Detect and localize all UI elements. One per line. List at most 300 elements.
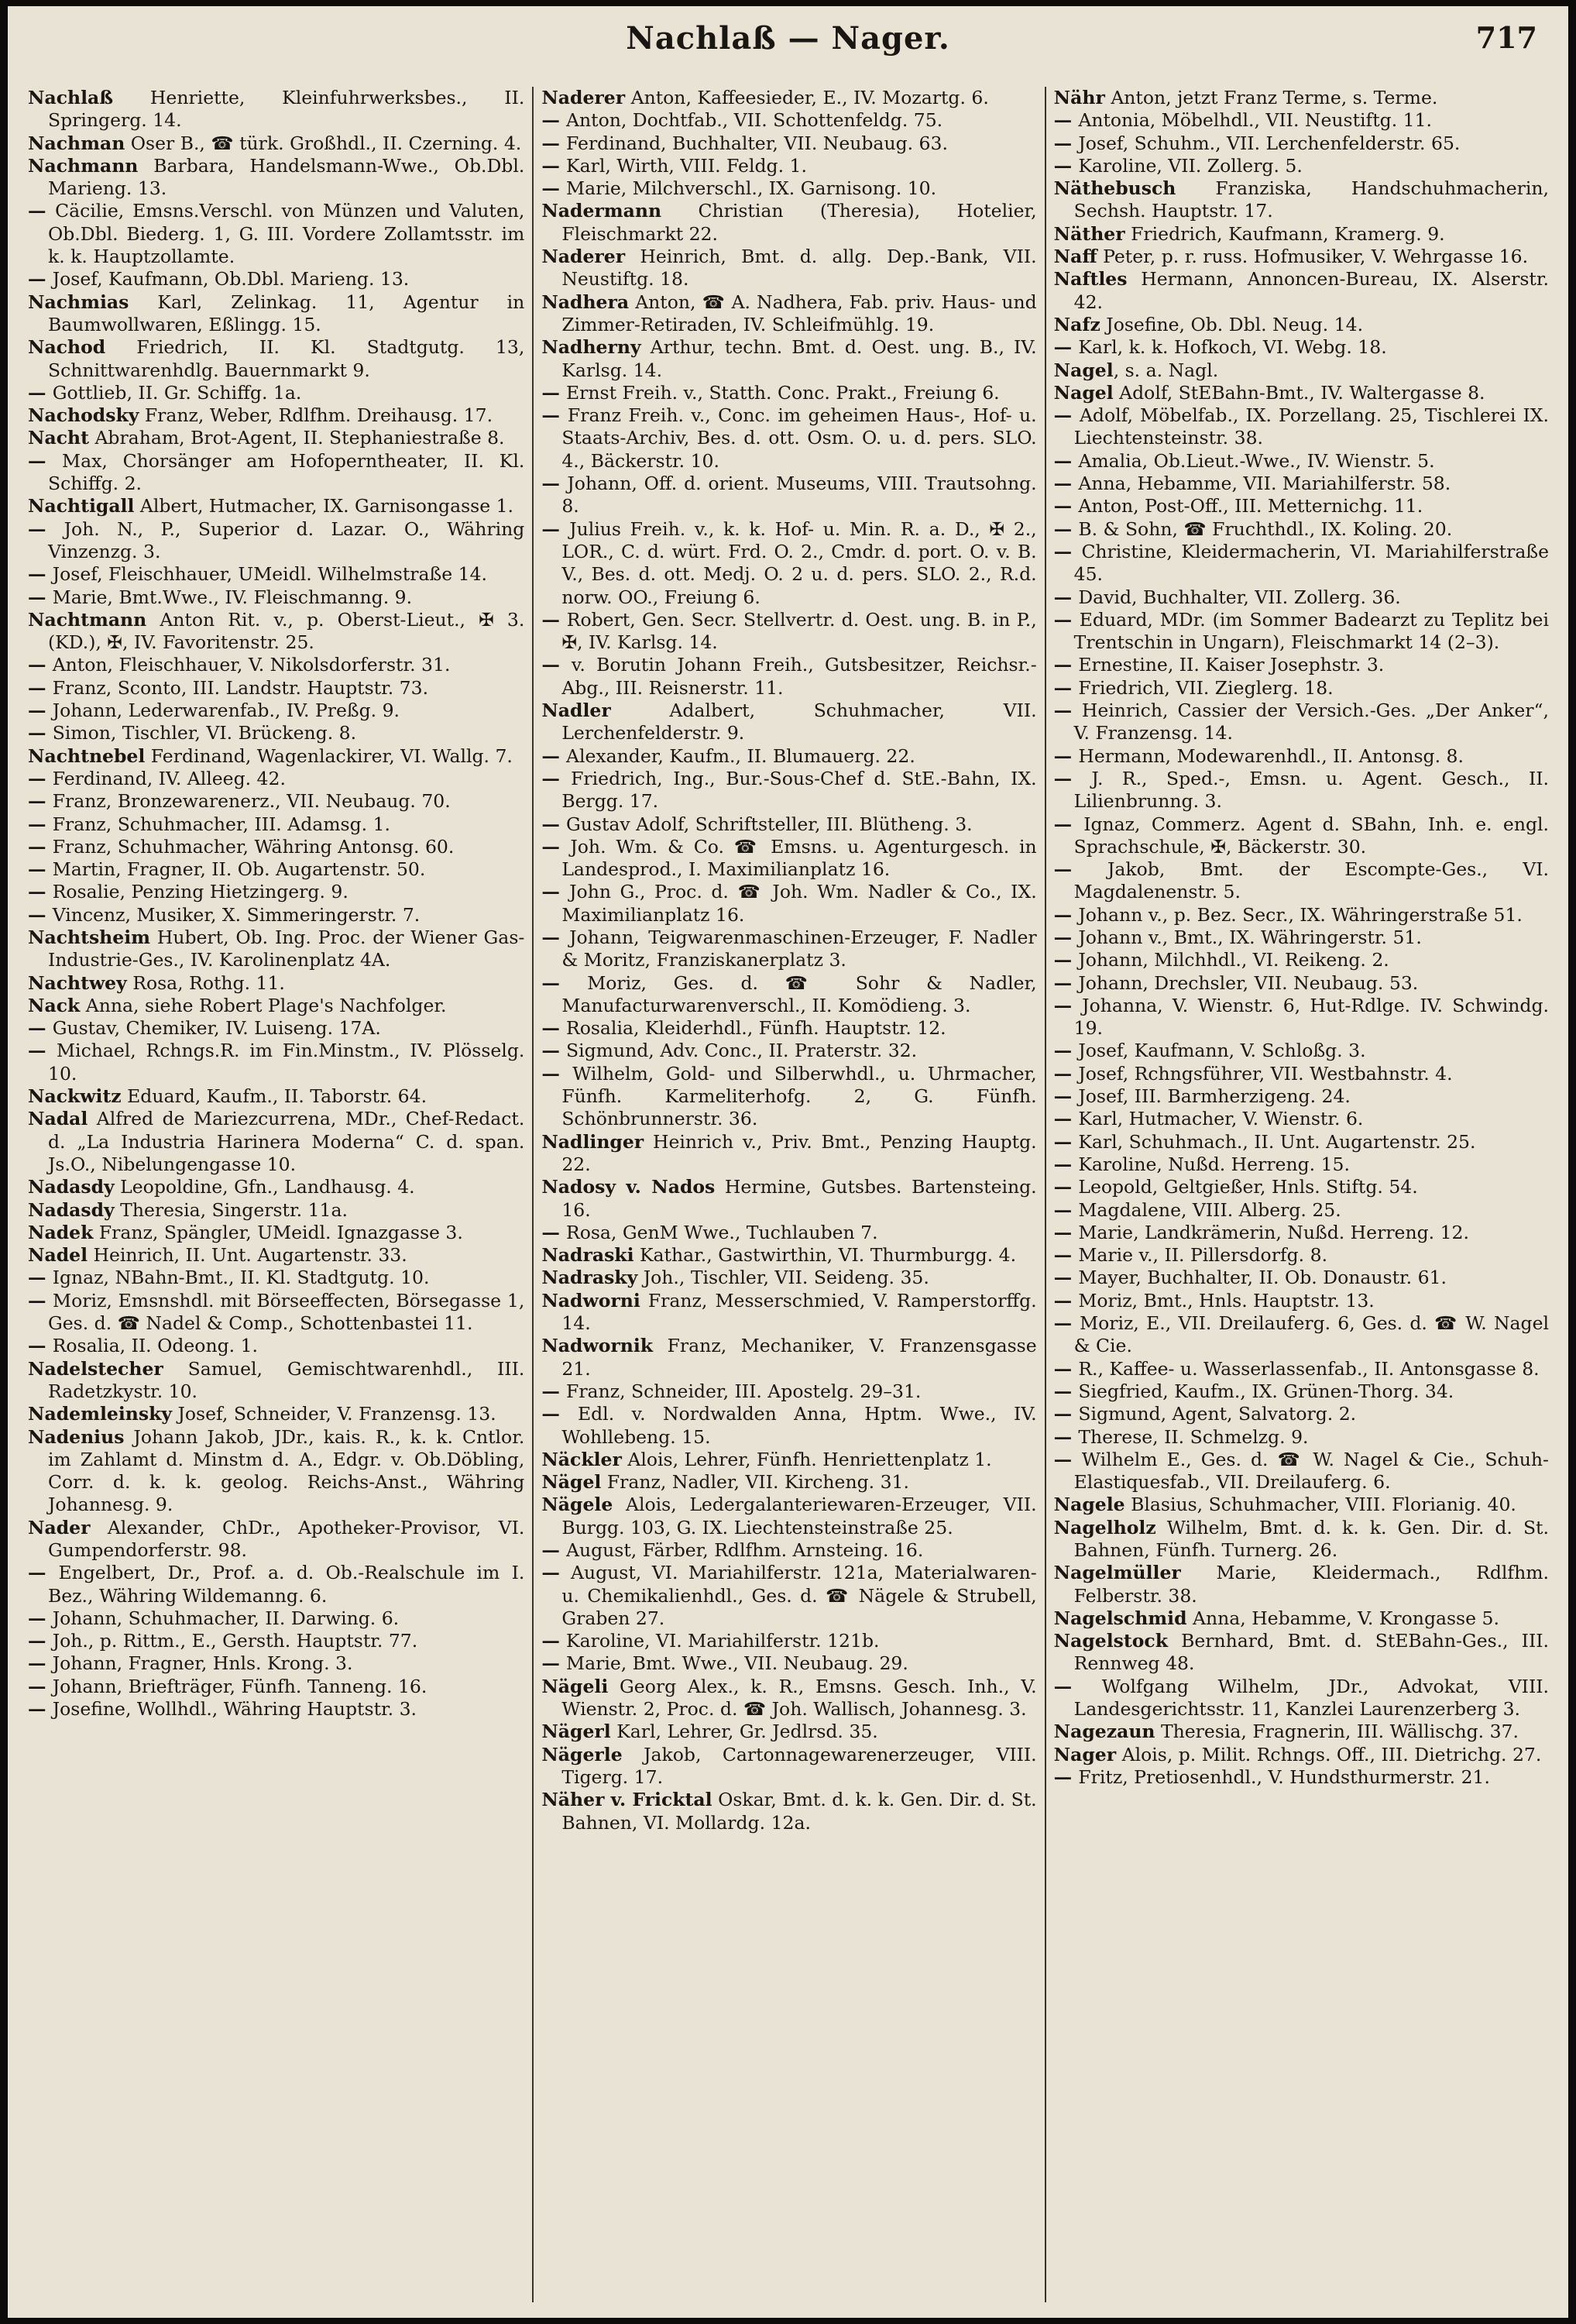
entry-surname: Nackwitz [28, 1085, 122, 1108]
entry-surname: Nägeli [541, 1675, 609, 1697]
entry-details: Bernhard, Bmt. d. StEBahn-Ges., III. Rennweg 48. [1073, 1630, 1549, 1675]
directory-entry [28, 1630, 524, 1652]
entry-surname: Nägerl [541, 1721, 611, 1743]
directory-entry [541, 972, 1036, 1018]
directory-entry [541, 1335, 1036, 1380]
continuation-dash: — [28, 858, 53, 881]
directory-entry [28, 1199, 524, 1222]
directory-entry [28, 790, 524, 813]
directory-entry [541, 1471, 1036, 1494]
directory-entry [1054, 1562, 1549, 1607]
entry-details: Simon, Tischler, VI. Brückeng. 8. [52, 722, 357, 744]
entry-surname: Nägerle [541, 1743, 623, 1765]
entry-details: Alexander, ChDr., Apotheker-Provisor, VI. Gumpendorferstr. 98. [48, 1516, 525, 1561]
entry-surname: Näher v. Fricktal [541, 1789, 712, 1811]
directory-entry [1054, 1131, 1549, 1153]
continuation-dash: — [541, 971, 588, 994]
entry-details: Adalbert, Schuhmacher, VII. Lerchenfelderstr. 9. [561, 700, 1037, 744]
entry-details: Gustav Adolf, Schriftsteller, III. Blütheng. 3. [566, 813, 973, 835]
entry-details: Anton, ☎ A. Nadhera, Fab. priv. Haus- und Zimmer-Retiraden, IV. Schleifmühlg. 19. [561, 290, 1037, 335]
directory-entry [541, 654, 1036, 700]
entry-details: Josef, Kaufmann, V. Schloßg. 3. [1078, 1040, 1366, 1062]
directory-entry [28, 609, 524, 655]
entry-details: Marie, Kleidermach., Rdlfhm. Felberstr. 38. [1073, 1562, 1549, 1607]
entry-details: Adolf, Möbelfab., IX. Porzellang. 25, Tischlerei IX. Liechtensteinstr. 38. [1073, 404, 1549, 449]
directory-entry [1054, 972, 1549, 995]
entry-surname: Näckler [541, 1448, 622, 1470]
entry-details: Rosalie, Penzing Hietzingerg. 9. [52, 881, 349, 903]
entry-details: Siegfried, Kaufm., IX. Grünen-Thorg. 34. [1078, 1380, 1454, 1402]
entry-details: Julius Freih. v., k. k. Hof- u. Min. R. a. D., ✠ 2., LOR., C. d. würt. Frd. O. 2., Cmdr. d. port. O. v. B. V., Bes. d. ott. Medj. O. 2 u. d. pers. SLO. 2., R.d. norw. OO., Freiung 6. [561, 517, 1037, 608]
continuation-dash: — [28, 517, 64, 540]
entry-details: Jakob, Cartonnagewarenerzeuger, VIII. Tigerg. 17. [561, 1743, 1037, 1788]
entry-details: Franz, Sconto, III. Landstr. Hauptstr. 73. [52, 676, 429, 699]
directory-entry [1054, 677, 1549, 700]
continuation-dash: — [541, 177, 567, 200]
entry-surname: Nadlinger [541, 1130, 644, 1153]
continuation-dash: — [541, 608, 567, 631]
directory-entry [541, 1290, 1036, 1336]
continuation-dash: — [28, 1698, 53, 1721]
directory-entry [1054, 1426, 1549, 1449]
directory-entry [1054, 177, 1549, 223]
entry-details: Anton, Dochtfab., VII. Schottenfeldg. 75. [566, 109, 943, 132]
entry-surname: Nachman [28, 132, 125, 154]
entry-details: Franz, Schneider, III. Apostelg. 29–31. [566, 1380, 922, 1402]
entry-details: Anna, Hebamme, VII. Mariahilferstr. 58. [1078, 473, 1451, 495]
continuation-dash: — [1053, 1267, 1079, 1289]
entry-details: Michael, Rchngs.R. im Fin.Minstm., IV. Plösselg. 10. [48, 1040, 525, 1085]
entry-details: Ernst Freih. v., Statth. Conc. Prakt., Freiung 6. [566, 381, 1000, 404]
directory-entry [1054, 1267, 1549, 1289]
continuation-dash: — [28, 1630, 53, 1652]
continuation-dash: — [541, 1221, 567, 1243]
entry-details: v. Borutin Johann Freih., Gutsbesitzer, Reichsr.-Abg., III. Reisnerstr. 11. [561, 654, 1037, 699]
entry-details: Rosa, Rothg. 11. [126, 971, 285, 994]
directory-entry [1054, 927, 1549, 949]
continuation-dash: — [1053, 1357, 1079, 1380]
entry-details: Christian (Theresia), Hotelier, Fleischmarkt 22. [561, 200, 1037, 245]
directory-entry [541, 87, 1036, 109]
continuation-dash: — [1053, 903, 1079, 926]
directory-entry [1054, 382, 1549, 404]
entry-surname: Nagelschmid [1053, 1607, 1187, 1629]
continuation-dash: — [1053, 744, 1079, 767]
continuation-dash: — [1053, 1380, 1079, 1402]
directory-entry [541, 246, 1036, 291]
directory-entry [541, 1176, 1036, 1222]
continuation-dash: — [28, 200, 56, 222]
directory-entry [28, 1290, 524, 1336]
entry-details: Karl, k. k. Hofkoch, VI. Webg. 18. [1078, 336, 1387, 359]
continuation-dash: — [28, 449, 63, 472]
entry-details: Arthur, techn. Bmt. d. Oest. ung. B., IV. Karlsg. 14. [561, 336, 1037, 381]
entry-details: Johann v., Bmt., IX. Währingerstr. 51. [1078, 926, 1422, 948]
entry-details: Friedrich, VII. Zieglerg. 18. [1078, 676, 1334, 699]
entry-details: , s. a. Nagl. [1113, 359, 1219, 381]
continuation-dash: — [541, 132, 567, 154]
continuation-dash: — [1053, 586, 1079, 608]
entry-surname: Nagelstock [1053, 1630, 1169, 1652]
entry-details: Leopold, Geltgießer, Hnls. Stiftg. 54. [1078, 1176, 1418, 1198]
entry-details: August, Färber, Rdlfhm. Arnsteing. 16. [566, 1539, 924, 1561]
entry-details: Josefine, Ob. Dbl. Neug. 14. [1100, 313, 1364, 335]
entry-details: Gottlieb, II. Gr. Schiffg. 1a. [52, 381, 302, 404]
entry-details: Heinrich, Bmt. d. allg. Dep.-Bank, VII. Neustiftg. 18. [561, 246, 1037, 290]
directory-entry [28, 132, 524, 155]
entry-details: Anna, siehe Robert Plage's Nachfolger. [80, 994, 447, 1016]
continuation-dash: — [1053, 495, 1079, 517]
continuation-dash: — [541, 404, 568, 427]
entry-details: Wilhelm E., Ges. d. ☎ W. Nagel & Cie., Schuh-Elastiquesfab., VII. Dreilauferg. 6. [1073, 1448, 1549, 1494]
directory-entry [1054, 404, 1549, 450]
continuation-dash: — [1053, 971, 1079, 994]
directory-entry [541, 1539, 1036, 1562]
directory-entry [1054, 1176, 1549, 1198]
entry-details: Henriette, Kleinfuhrwerksbes., II. Springerg. 14. [48, 87, 525, 132]
continuation-dash: — [1053, 858, 1107, 881]
entry-details: Alfred de Mariezcurrena, MDr., Chef-Redact. d. „La Industria Harinera Moderna“ C. d. span. Js.O., Nibelungengasse 10. [48, 1108, 525, 1175]
entry-details: Hermann, Modewarenhdl., II. Antonsg. 8. [1078, 744, 1464, 767]
directory-entry [1054, 1630, 1549, 1676]
directory-entry [28, 586, 524, 609]
entry-details: Ignaz, NBahn-Bmt., II. Kl. Stadtgutg. 10. [52, 1267, 430, 1289]
entry-details: Franz, Spängler, UMeidl. Ignazgasse 3. [93, 1221, 463, 1243]
directory-entry [1054, 518, 1549, 541]
directory-entry [1054, 654, 1549, 676]
continuation-dash: — [541, 381, 567, 404]
directory-entry [28, 200, 524, 268]
entry-details: Karoline, VI. Mariahilferstr. 121b. [566, 1630, 880, 1652]
entry-details: Anton, jetzt Franz Terme, s. Terme. [1104, 87, 1438, 108]
directory-entry [1054, 1244, 1549, 1267]
directory-entry [541, 291, 1036, 337]
directory-entry [1054, 1449, 1549, 1494]
entry-details: Jakob, Bmt. der Escompte-Ges., VI. Magdalenenstr. 5. [1073, 858, 1549, 903]
directory-entry [1054, 155, 1549, 177]
continuation-dash: — [28, 654, 53, 676]
entry-details: Eduard, MDr. (im Sommer Badearzt zu Teplitz bei Trentschin in Ungarn), Fleischmarkt 14 (2–3). [1073, 608, 1549, 654]
entry-details: David, Buchhalter, VII. Zollerg. 36. [1078, 586, 1401, 608]
entry-details: Wilhelm, Bmt. d. k. k. Gen. Dir. d. St. Bahnen, Fünfh. Turnerg. 26. [1073, 1516, 1549, 1561]
directory-entry [1054, 336, 1549, 359]
directory-entry [1054, 745, 1549, 768]
directory-entry [541, 1676, 1036, 1721]
continuation-dash: — [1053, 1425, 1079, 1448]
directory-entry [1054, 495, 1549, 517]
directory-entry [28, 450, 524, 496]
directory-entry [1054, 904, 1549, 927]
continuation-dash: — [28, 1040, 57, 1062]
continuation-dash: — [541, 881, 570, 903]
directory-entry [541, 109, 1036, 132]
entry-details: Josef, Rchngsführer, VII. Westbahnstr. 4. [1078, 1062, 1453, 1085]
entry-details: Theresia, Singerstr. 11a. [114, 1198, 348, 1221]
entry-surname: Nachtwey [28, 971, 127, 994]
directory-entry [541, 1789, 1036, 1834]
entry-details: Abraham, Brot-Agent, II. Stephaniestraße 8. [88, 427, 505, 449]
directory-entry [28, 1267, 524, 1289]
directory-entry [1054, 1085, 1549, 1108]
entry-details: Josef, Schneider, V. Franzensg. 13. [172, 1403, 496, 1425]
continuation-dash: — [1053, 132, 1079, 154]
continuation-dash: — [541, 1403, 578, 1425]
column-1 [20, 87, 532, 2302]
entry-details: Josef, III. Barmherzigeng. 24. [1078, 1085, 1351, 1108]
continuation-dash: — [1053, 1153, 1079, 1175]
directory-entry [28, 995, 524, 1017]
directory-entry [28, 563, 524, 586]
entry-details: Josef, Kaufmann, Ob.Dbl. Marieng. 13. [52, 268, 410, 290]
continuation-dash: — [1053, 540, 1082, 562]
directory-entry [1054, 1312, 1549, 1358]
directory-entry [1054, 1040, 1549, 1062]
directory-entry [28, 268, 524, 290]
directory-entry [1054, 541, 1549, 586]
entry-details: Karoline, VII. Zollerg. 5. [1078, 154, 1303, 177]
continuation-dash: — [28, 381, 53, 404]
directory-entry [28, 858, 524, 881]
continuation-dash: — [1053, 654, 1079, 676]
continuation-dash: — [1053, 1176, 1079, 1198]
continuation-dash: — [28, 1017, 53, 1040]
entry-details: Karl, Wirth, VIII. Feldg. 1. [566, 154, 807, 177]
entry-details: Friedrich, II. Kl. Stadtgutg. 13, Schnittwarenhdlg. Bauernmarkt 9. [48, 336, 525, 381]
entry-surname: Nacht [28, 427, 89, 449]
directory-entry [541, 1131, 1036, 1177]
entry-surname: Nafz [1053, 313, 1100, 335]
entry-surname: Nadasdy [28, 1176, 115, 1198]
directory-entry [1054, 1517, 1549, 1563]
entry-details: Moriz, E., VII. Dreilauferg. 6, Ges. d. ☎ W. Nagel & Cie. [1073, 1312, 1549, 1357]
directory-entry [1054, 87, 1549, 109]
entry-details: J. R., Sped.-, Emsn. u. Agent. Gesch., II. Lilienbrunng. 3. [1073, 767, 1549, 813]
continuation-dash: — [541, 1652, 567, 1675]
directory-entry [28, 677, 524, 700]
directory-entry [1054, 1358, 1549, 1380]
entry-details: Robert, Gen. Secr. Stellvertr. d. Oest. ung. B. in P., ✠, IV. Karlsg. 14. [561, 608, 1037, 654]
continuation-dash: — [1053, 1765, 1079, 1788]
entry-details: Alois, Lehrer, Fünfh. Henriettenplatz 1. [621, 1448, 992, 1470]
entry-details: Ferdinand, IV. Alleeg. 42. [52, 767, 286, 789]
entry-surname: Nadermann [541, 200, 662, 222]
entry-surname: Nadler [541, 700, 611, 722]
directory-entry [1054, 1380, 1549, 1403]
continuation-dash: — [1053, 949, 1079, 971]
entry-details: Rosalia, Kleiderhdl., Fünfh. Hauptstr. 12. [566, 1017, 946, 1040]
entry-details: Ernestine, II. Kaiser Josephstr. 3. [1078, 654, 1385, 676]
continuation-dash: — [1053, 1312, 1080, 1335]
entry-surname: Nadel [28, 1244, 88, 1267]
continuation-dash: — [28, 813, 53, 835]
directory-entry [28, 1222, 524, 1244]
entry-details: Johann, Fragner, Hnls. Krong. 3. [52, 1652, 353, 1675]
page-number: 717 [1475, 20, 1537, 55]
entry-surname: Naderer [541, 87, 626, 108]
directory-entry [541, 700, 1036, 745]
entry-details: Peter, p. r. russ. Hofmusiker, V. Wehrgasse 16. [1097, 246, 1529, 268]
continuation-dash: — [1053, 404, 1080, 427]
continuation-dash: — [541, 473, 568, 495]
directory-entry [1054, 813, 1549, 859]
directory-entry [28, 722, 524, 744]
directory-entry [541, 1494, 1036, 1539]
entry-details: R., Kaffee- u. Wasserlassenfab., II. Antonsgasse 8. [1078, 1357, 1540, 1380]
directory-entry [28, 1017, 524, 1040]
entry-details: Anton, Kaffeesieder, E., IV. Mozartg. 6. [625, 87, 989, 108]
entry-details: Samuel, Gemischtwarenhdl., III. Radetzkystr. 10. [48, 1357, 525, 1402]
directory-entry [541, 1222, 1036, 1244]
entry-details: Hubert, Ob. Ing. Proc. der Wiener Gas-Industrie-Ges., IV. Karolinenplatz 4A. [48, 926, 525, 971]
directory-entry [1054, 1494, 1549, 1516]
entry-details: Kathar., Gastwirthin, VI. Thurmburgg. 4. [633, 1244, 1017, 1267]
entry-surname: Nadelstecher [28, 1357, 163, 1380]
entry-details: Johann, Lederwarenfab., IV. Preßg. 9. [52, 700, 400, 722]
entry-surname: Nadal [28, 1108, 88, 1130]
directory-entry [541, 404, 1036, 473]
column-2 [532, 87, 1044, 2302]
column-3 [1045, 87, 1557, 2302]
entry-details: Anton, Post-Off., III. Metternichg. 11. [1078, 495, 1423, 517]
continuation-dash: — [1053, 517, 1079, 540]
entry-details: Franz, Mechaniker, V. Franzensgasse 21. [561, 1335, 1037, 1380]
directory-entry [1054, 768, 1549, 813]
entry-details: Heinrich, II. Unt. Augartenstr. 33. [88, 1244, 407, 1267]
entry-details: Joh., Tischler, VII. Seideng. 35. [637, 1267, 929, 1289]
entry-details: Joh. N., P., Superior d. Lazar. O., Währing Vinzenzg. 3. [48, 517, 525, 562]
entry-details: Franz, Nadler, VII. Kircheng. 31. [601, 1471, 909, 1494]
directory-entry [1054, 473, 1549, 495]
entry-surname: Nadrasky [541, 1267, 638, 1289]
entry-details: Franz, Schuhmacher, III. Adamsg. 1. [52, 813, 391, 835]
continuation-dash: — [28, 1652, 53, 1675]
directory-entry [28, 768, 524, 790]
entry-details: Eduard, Kaufm., II. Taborstr. 64. [121, 1085, 427, 1108]
directory-entry [28, 1358, 524, 1404]
continuation-dash: — [28, 835, 53, 858]
entry-details: Johann, Milchhdl., VI. Reikeng. 2. [1078, 949, 1389, 971]
entry-details: Alois, Ledergalanteriewaren-Erzeuger, VII. Burgg. 103, G. IX. Liechtensteinstraße 25. [561, 1494, 1037, 1538]
entry-details: Josef, Fleischhauer, UMeidl. Wilhelmstraße 14. [52, 563, 488, 586]
directory-entry [1054, 1744, 1549, 1766]
directory-entry [28, 1426, 524, 1517]
entry-details: Karoline, Nußd. Herreng. 15. [1078, 1153, 1350, 1175]
entry-surname: Naftles [1053, 268, 1128, 290]
directory-entry [1054, 246, 1549, 268]
entry-details: Friedrich, Ing., Bur.-Sous-Chef d. StE.-Bahn, IX. Bergg. 17. [561, 767, 1037, 813]
entry-details: Johann, Briefträger, Fünfh. Tanneng. 16. [52, 1675, 427, 1697]
continuation-dash: — [1053, 473, 1079, 495]
entry-details: Franz Freih. v., Conc. im geheimen Haus-, Hof- u. Staats-Archiv, Bes. d. ott. Osm. O. u. d. pers. SLO. 4., Bäckerstr. 10. [561, 404, 1037, 472]
directory-entry [1054, 700, 1549, 745]
directory-entry [28, 1244, 524, 1267]
continuation-dash: — [541, 813, 567, 835]
entry-details: Alexander, Kaufm., II. Blumauerg. 22. [566, 744, 915, 767]
entry-details: Johann, Teigwarenmaschinen-Erzeuger, F. Nadler & Moritz, Franziskanerplatz 3. [561, 926, 1037, 971]
entry-details: Georg Alex., k. R., Emsns. Gesch. Inh., V. Wienstr. 2, Proc. d. ☎ Joh. Wallisch, Johannesg. 3. [561, 1675, 1037, 1721]
directory-entry [28, 972, 524, 995]
entry-details: Magdalene, VIII. Alberg. 25. [1078, 1198, 1341, 1221]
entry-surname: Nagelholz [1053, 1516, 1156, 1538]
directory-entry [28, 1176, 524, 1198]
entry-surname: Nagel [1053, 359, 1114, 381]
continuation-dash: — [28, 586, 53, 608]
entry-surname: Nadek [28, 1221, 94, 1243]
directory-entry [28, 836, 524, 858]
continuation-dash: — [1053, 1108, 1079, 1130]
entry-details: Johann Jakob, JDr., kais. R., k. k. Cntlor. im Zahlamt d. Minstm d. A., Edgr. v. Ob.Döbling, Corr. d. k. k. geolog. Reichs-Anst., Währing Johannesg. 9. [48, 1425, 525, 1516]
entry-details: Franz, Messerschmied, V. Ramperstorffg. 14. [561, 1289, 1037, 1335]
directory-entry [28, 518, 524, 564]
entry-surname: Nader [28, 1516, 91, 1538]
directory-entry [28, 155, 524, 201]
entry-surname: Näther [1053, 222, 1125, 245]
entry-details: Joh. Wm. & Co. ☎ Emsns. u. Agenturgesch. in Landesprod., I. Maximilianplatz 16. [561, 835, 1037, 881]
directory-entry [541, 1721, 1036, 1743]
entry-details: Franz, Schuhmacher, Währing Antonsg. 60. [52, 835, 455, 858]
continuation-dash: — [1053, 1040, 1079, 1062]
entry-surname: Nagezaun [1053, 1721, 1155, 1743]
entry-details: Martin, Fragner, II. Ob. Augartenstr. 50. [52, 858, 426, 881]
entry-surname: Nademleinsky [28, 1403, 173, 1425]
entry-details: Vincenz, Musiker, X. Simmeringerstr. 7. [52, 903, 421, 926]
directory-entry [541, 1562, 1036, 1630]
entry-details: Franz, Bronzewarenerz., VII. Neubaug. 70. [52, 790, 451, 813]
directory-entry [28, 87, 524, 132]
continuation-dash: — [541, 744, 567, 767]
directory-entry [1054, 1222, 1549, 1244]
entry-surname: Nachtmann [28, 608, 147, 631]
entry-details: Moriz, Emsnshdl. mit Börseeffecten, Börsegasse 1, Ges. d. ☎ Nadel & Comp., Schottenbastei 11. [48, 1289, 525, 1335]
entry-details: B. & Sohn, ☎ Fruchthdl., IX. Koling. 20. [1078, 517, 1453, 540]
directory-entry [541, 1449, 1036, 1471]
directory-entry [28, 1108, 524, 1176]
directory-entry [1054, 1721, 1549, 1743]
entry-details: Ignaz, Commerz. Agent d. SBahn, Inh. e. engl. Sprachschule, ✠, Bäckerstr. 30. [1073, 813, 1549, 858]
entry-details: Engelbert, Dr., Prof. a. d. Ob.-Realschule im I. Bez., Währing Wildemanng. 6. [48, 1562, 525, 1607]
page-header [8, 20, 1568, 67]
directory-entry [1054, 109, 1549, 132]
continuation-dash: — [1053, 449, 1079, 472]
directory-entry [541, 473, 1036, 518]
continuation-dash: — [1053, 1244, 1079, 1267]
entry-details: Cäcilie, Emsns.Verschl. von Münzen und Valuten, Ob.Dbl. Biederg. 1, G. III. Vordere Zollamtsstr. im k. k. Hauptzollamte. [48, 200, 525, 268]
entry-details: Karl, Schuhmach., II. Unt. Augartenstr. 25. [1078, 1130, 1476, 1153]
entry-details: Rosa, GenM Wwe., Tuchlauben 7. [566, 1221, 878, 1243]
directory-entry [541, 813, 1036, 836]
entry-details: Ferdinand, Buchhalter, VII. Neubaug. 63. [566, 132, 948, 154]
continuation-dash: — [541, 517, 570, 540]
entry-details: Ferdinand, Wagenlackirer, VI. Wallg. 7. [145, 744, 513, 767]
directory-entry [541, 609, 1036, 655]
continuation-dash: — [28, 881, 53, 903]
entry-surname: Nagelmüller [1053, 1562, 1181, 1584]
directory-entry [1054, 1766, 1549, 1789]
continuation-dash: — [1053, 994, 1083, 1016]
directory-entry [1054, 586, 1549, 609]
entry-details: Mayer, Buchhalter, II. Ob. Donaustr. 61. [1078, 1267, 1447, 1289]
directory-entry [28, 336, 524, 382]
entry-details: Marie v., II. Pillersdorfg. 8. [1078, 1244, 1328, 1267]
directory-entry [541, 1017, 1036, 1040]
directory-entry [541, 1040, 1036, 1062]
entry-details: Theresia, Fragnerin, III. Wällischg. 37. [1155, 1721, 1519, 1743]
directory-entry [541, 1403, 1036, 1449]
entry-details: Gustav, Chemiker, IV. Luiseng. 17A. [52, 1017, 381, 1040]
entry-details: Moriz, Bmt., Hnls. Hauptstr. 13. [1078, 1289, 1375, 1312]
entry-details: Josef, Schuhm., VII. Lerchenfelderstr. 65. [1078, 132, 1461, 154]
continuation-dash: — [541, 1630, 567, 1652]
